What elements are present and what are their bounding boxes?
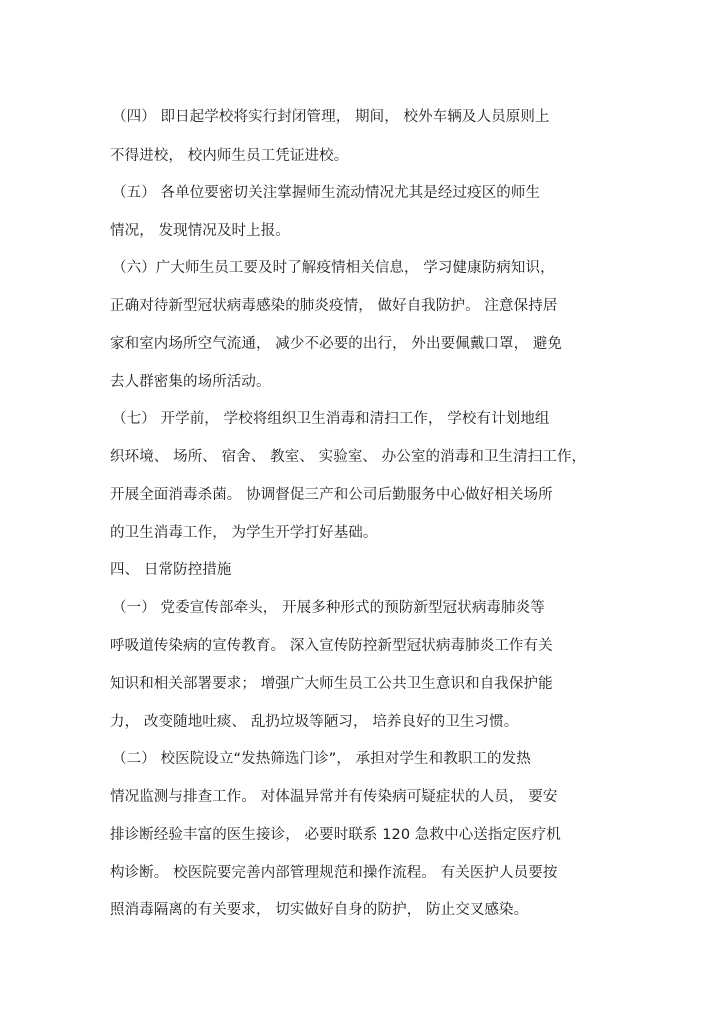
text-line: （五） 各单位要密切关注掌握师生流动情况尤其是经过疫区的师生	[112, 185, 541, 201]
text-line: 情况， 发现情况及时上报。	[110, 223, 290, 239]
text-line: （二） 校医院设立“发热筛选门诊”， 承担对学生和教职工的发热	[112, 751, 531, 767]
text-line: 织环境、 场所、 宿舍、 教室、 实验室、 办公室的消毒和卫生清扫工作，	[110, 449, 587, 465]
text-line: （六）广大师生员工要及时了解疫情相关信息， 学习健康防病知识，	[112, 260, 555, 276]
text-line: 知识和相关部署要求； 增强广大师生员工公共卫生意识和自我保护能	[110, 676, 553, 692]
text-line: 情况监测与排查工作。 对体温异常并有传染病可疑症状的人员， 要安	[110, 789, 558, 805]
text-line: （四） 即日起学校将实行封闭管理， 期间， 校外车辆及人员原则上	[112, 109, 550, 125]
text-line: 去人群密集的场所活动。	[110, 374, 271, 390]
text-line: 家和室内场所空气流通， 减少不必要的出行， 外出要佩戴口罩， 避免	[110, 336, 563, 352]
text-line: 正确对待新型冠状病毒感染的肺炎疫情， 做好自我防护。 注意保持居	[110, 298, 558, 314]
text-line: （一） 党委宣传部牵头， 开展多种形式的预防新型冠状病毒肺炎等	[112, 600, 545, 616]
text-line: 排诊断经验丰富的医生接诊， 必要时联系 120 急救中心送指定医疗机	[110, 827, 561, 843]
text-line: 构诊断。 校医院要完善内部管理规范和操作流程。 有关医护人员要按	[110, 865, 558, 881]
text-line: 照消毒隔离的有关要求， 切实做好自身的防护， 防止交叉感染。	[110, 902, 529, 918]
text-line: 呼吸道传染病的宣传教育。 深入宣传防控新型冠状病毒肺炎工作有关	[110, 638, 553, 654]
text-line: 不得进校， 校内师生员工凭证进校。	[110, 148, 349, 164]
section-heading: 四、 日常防控措施	[110, 562, 232, 578]
text-line: （七） 开学前， 学校将组织卫生消毒和清扫工作， 学校有计划地组	[112, 411, 550, 427]
text-line: 的卫生消毒工作， 为学生开学打好基础。	[110, 525, 378, 541]
text-line: 力， 改变随地吐痰、 乱扔垃圾等陋习， 培养良好的卫生习惯。	[110, 714, 519, 730]
text-line: 开展全面消毒杀菌。 协调督促三产和公司后勤服务中心做好相关场所	[110, 487, 553, 503]
